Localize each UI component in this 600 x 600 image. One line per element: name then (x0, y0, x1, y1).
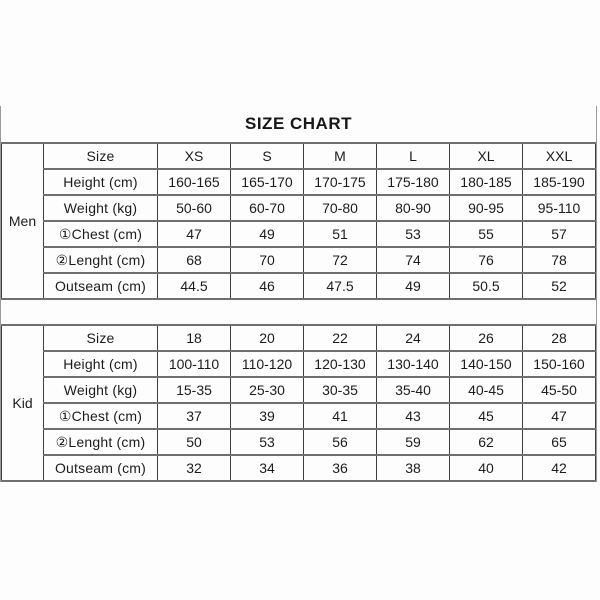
table-row (2, 403, 596, 429)
cell: 44.5 (158, 273, 231, 299)
cell: 36 (304, 455, 377, 481)
row-label: ①Chest (cm) (44, 403, 158, 429)
size-chart-panel (0, 106, 597, 482)
cell: 25-30 (231, 377, 304, 403)
cell: 72 (304, 247, 377, 273)
row-label: ②Lenght (cm) (44, 247, 158, 273)
cell: 45 (450, 403, 523, 429)
cell: 140-150 (450, 351, 523, 377)
row-label: Size (44, 143, 158, 169)
row-label: Weight (kg) (44, 195, 158, 221)
cell: 37 (158, 403, 231, 429)
cell: 50-60 (158, 195, 231, 221)
table-row (2, 429, 596, 455)
cell: 120-130 (304, 351, 377, 377)
cell: 22 (304, 325, 377, 351)
cell: 15-35 (158, 377, 231, 403)
row-label: Outseam (cm) (44, 273, 158, 299)
men-size-table (1, 142, 596, 300)
cell: 170-175 (304, 169, 377, 195)
cell: L (377, 143, 450, 169)
cell: 28 (523, 325, 596, 351)
table-row (2, 455, 596, 481)
kid-size-table (1, 324, 596, 482)
cell: 100-110 (158, 351, 231, 377)
cell: 110-120 (231, 351, 304, 377)
cell: 45-50 (523, 377, 596, 403)
cell: 57 (523, 221, 596, 247)
cell: 49 (231, 221, 304, 247)
table-row (2, 325, 596, 351)
cell: 80-90 (377, 195, 450, 221)
cell: XL (450, 143, 523, 169)
cell: 41 (304, 403, 377, 429)
row-label: Outseam (cm) (44, 455, 158, 481)
cell: 185-190 (523, 169, 596, 195)
row-label: Height (cm) (44, 351, 158, 377)
cell: 47 (158, 221, 231, 247)
cell: M (304, 143, 377, 169)
cell: 32 (158, 455, 231, 481)
cell: 43 (377, 403, 450, 429)
cell: 175-180 (377, 169, 450, 195)
cell: 34 (231, 455, 304, 481)
cell: 53 (231, 429, 304, 455)
cell: 47 (523, 403, 596, 429)
cell: 74 (377, 247, 450, 273)
size-chart-title: SIZE CHART (245, 114, 352, 133)
cell: XXL (523, 143, 596, 169)
cell: 76 (450, 247, 523, 273)
row-label: Weight (kg) (44, 377, 158, 403)
cell: 50.5 (450, 273, 523, 299)
table-row (2, 351, 596, 377)
men-group-label: Men (2, 143, 44, 299)
table-row (2, 143, 596, 169)
cell: 68 (158, 247, 231, 273)
cell: 49 (377, 273, 450, 299)
cell: 130-140 (377, 351, 450, 377)
cell: 53 (377, 221, 450, 247)
section-divider (1, 300, 596, 324)
table-row (2, 247, 596, 273)
row-label: ②Lenght (cm) (44, 429, 158, 455)
cell: 56 (304, 429, 377, 455)
cell: 59 (377, 429, 450, 455)
cell: 51 (304, 221, 377, 247)
cell: 78 (523, 247, 596, 273)
row-label: Height (cm) (44, 169, 158, 195)
row-label: ①Chest (cm) (44, 221, 158, 247)
cell: 165-170 (231, 169, 304, 195)
cell: 39 (231, 403, 304, 429)
cell: 40 (450, 455, 523, 481)
cell: 35-40 (377, 377, 450, 403)
table-row (2, 221, 596, 247)
cell: S (231, 143, 304, 169)
cell: XS (158, 143, 231, 169)
table-row (2, 195, 596, 221)
cell: 47.5 (304, 273, 377, 299)
cell: 40-45 (450, 377, 523, 403)
cell: 24 (377, 325, 450, 351)
cell: 90-95 (450, 195, 523, 221)
table-row (2, 169, 596, 195)
cell: 30-35 (304, 377, 377, 403)
cell: 65 (523, 429, 596, 455)
cell: 38 (377, 455, 450, 481)
cell: 50 (158, 429, 231, 455)
cell: 70-80 (304, 195, 377, 221)
cell: 150-160 (523, 351, 596, 377)
cell: 52 (523, 273, 596, 299)
cell: 95-110 (523, 195, 596, 221)
cell: 20 (231, 325, 304, 351)
cell: 160-165 (158, 169, 231, 195)
cell: 46 (231, 273, 304, 299)
cell: 180-185 (450, 169, 523, 195)
table-row (2, 377, 596, 403)
cell: 26 (450, 325, 523, 351)
row-label: Size (44, 325, 158, 351)
cell: 42 (523, 455, 596, 481)
cell: 62 (450, 429, 523, 455)
cell: 70 (231, 247, 304, 273)
cell: 55 (450, 221, 523, 247)
cell: 60-70 (231, 195, 304, 221)
table-row (2, 273, 596, 299)
cell: 18 (158, 325, 231, 351)
kid-group-label: Kid (2, 325, 44, 481)
